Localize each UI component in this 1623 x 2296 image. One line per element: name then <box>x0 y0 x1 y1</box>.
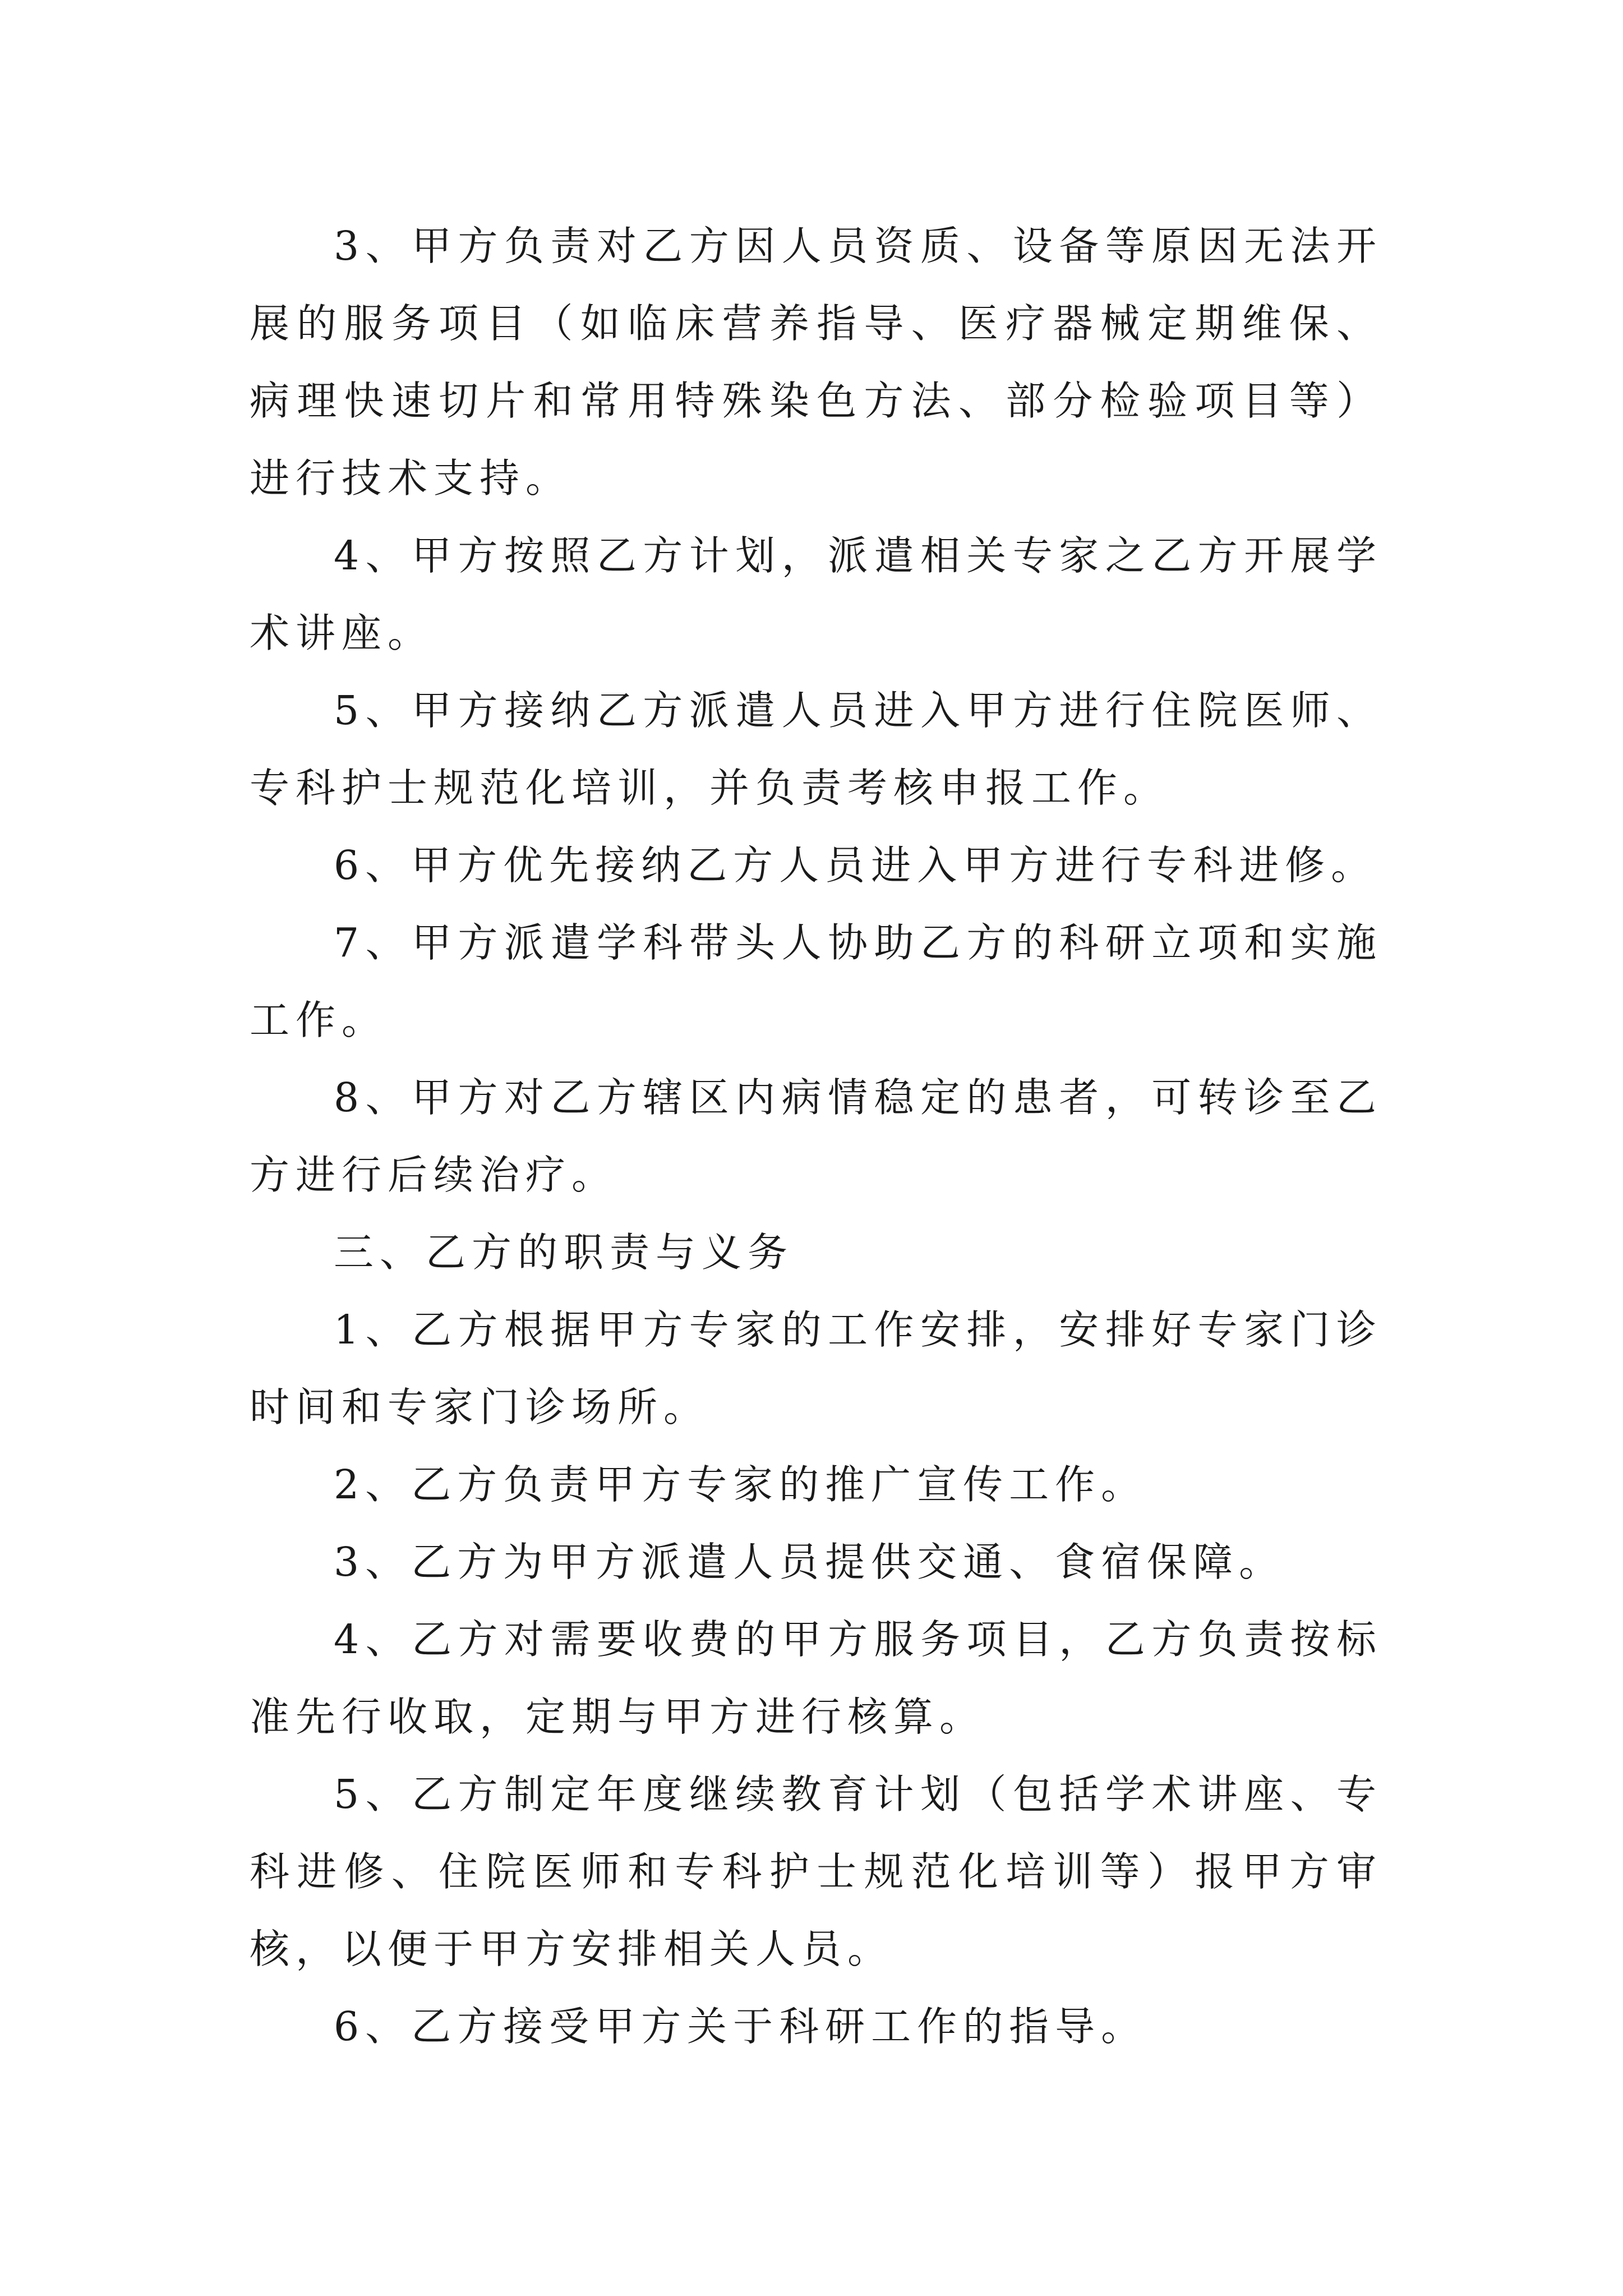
paragraph-party-b-item-1: 1、乙方根据甲方专家的工作安排，安排好专家门诊时间和专家门诊场所。 <box>250 1306 1382 1430</box>
paragraph-party-b-item-6: 6、乙方接受甲方关于科研工作的指导。 <box>334 2003 1147 2050</box>
paragraph-party-b-item-5: 5、乙方制定年度继续教育计划（包括学术讲座、专科进修、住院医师和专科护士规范化培训等）报甲方审核，以便于甲方安排相关人员。 <box>250 1771 1382 1972</box>
paragraph-party-a-item-8: 8、甲方对乙方辖区内病情稳定的患者，可转诊至乙方进行后续治疗。 <box>250 1074 1382 1198</box>
paragraph-party-a-item-3: 3、甲方负责对乙方因人员资质、设备等原因无法开展的服务项目（如临床营养指导、医疗器械定期维保、病理快速切片和常用特殊染色方法、部分检验项目等）进行技术支持。 <box>250 223 1382 501</box>
paragraph-party-a-item-6: 6、甲方优先接纳乙方人员进入甲方进行专科进修。 <box>334 842 1377 889</box>
paragraph-party-a-item-5: 5、甲方接纳乙方派遣人员进入甲方进行住院医师、专科护士规范化培训，并负责考核申报工作。 <box>250 687 1382 811</box>
paragraph-party-b-item-4: 4、乙方对需要收费的甲方服务项目，乙方负责按标准先行收取，定期与甲方进行核算。 <box>250 1616 1382 1740</box>
paragraph-party-a-item-4: 4、甲方按照乙方计划，派遣相关专家之乙方开展学术讲座。 <box>250 532 1382 656</box>
document-body <box>250 208 1382 2065</box>
section-heading-party-b-duties: 三、乙方的职责与义务 <box>334 1229 794 1276</box>
paragraph-party-b-item-3: 3、乙方为甲方派遣人员提供交通、食宿保障。 <box>334 1539 1285 1585</box>
paragraph-party-b-item-2: 2、乙方负责甲方专家的推广宣传工作。 <box>334 1461 1147 1508</box>
paragraph-party-a-item-7: 7、甲方派遣学科带头人协助乙方的科研立项和实施工作。 <box>250 919 1382 1043</box>
